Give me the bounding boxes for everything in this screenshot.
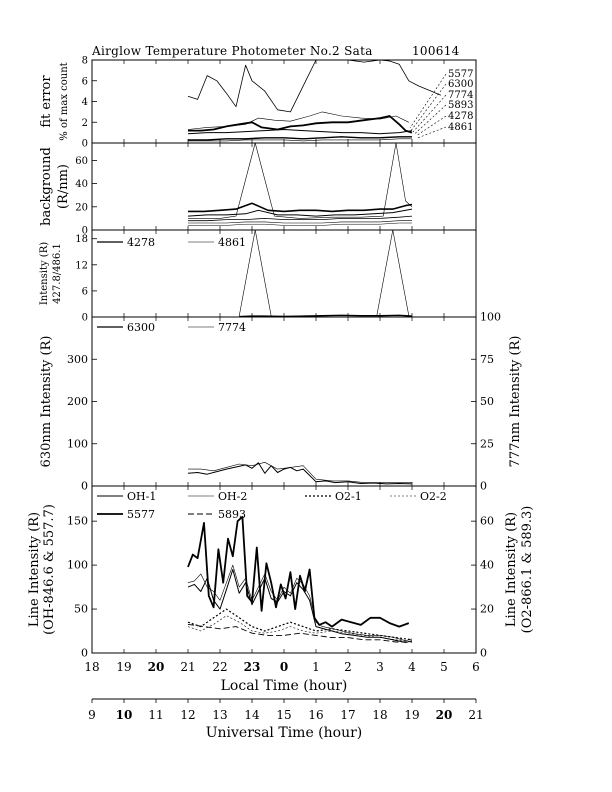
local-time-tick-label: 0 bbox=[279, 660, 289, 674]
y-axis-subtitle-p1: % of max count bbox=[59, 62, 70, 141]
legend-p5b-label-5577: 5577 bbox=[127, 508, 155, 521]
universal-time-tick-label: 12 bbox=[180, 708, 196, 722]
series-line-5577-p2 bbox=[188, 203, 412, 211]
universal-time-tick-label: 17 bbox=[340, 708, 356, 722]
y-tick-label-p5: 50 bbox=[74, 602, 88, 616]
local-time-tick-label: 22 bbox=[212, 660, 228, 674]
y-axis-title-p3: Intensity (R) bbox=[39, 241, 50, 306]
series-line-7774-p2 bbox=[188, 143, 412, 218]
local-time-axis-title: Local Time (hour) bbox=[220, 678, 348, 694]
local-time-tick-label: 6 bbox=[472, 660, 480, 674]
local-time-tick-label: 21 bbox=[180, 660, 196, 674]
y-right-axis-title-p4: 777nm Intensity (R) bbox=[508, 335, 523, 468]
y-axis-title-p5: Line Intensity (R) bbox=[27, 511, 42, 628]
legend-leader-6300 bbox=[412, 84, 447, 130]
legend-p5-label-oh-1: OH-1 bbox=[127, 490, 157, 503]
legend-leader-7774 bbox=[413, 95, 446, 132]
y-tick-label-p4: 200 bbox=[67, 395, 88, 408]
universal-time-tick-label: 9 bbox=[88, 708, 96, 722]
y-tick-label-p3: 12 bbox=[75, 260, 88, 272]
y-axis-subtitle-p3: 427.8/486.1 bbox=[52, 243, 63, 304]
figure-title: Airglow Temperature Photometer No.2 Sata bbox=[92, 44, 373, 58]
y-tick-label-p2: 0 bbox=[81, 225, 88, 237]
universal-time-tick-label: 16 bbox=[308, 708, 324, 722]
legend-label-6300: 6300 bbox=[448, 79, 474, 90]
y-axis-title-p2: background bbox=[39, 147, 54, 226]
universal-time-tick-label: 19 bbox=[404, 708, 420, 722]
universal-time-tick-label: 10 bbox=[115, 708, 133, 722]
y-axis-title-p4: 630nm Intensity (R) bbox=[39, 335, 54, 468]
y-tick-label-p5: 150 bbox=[67, 514, 88, 528]
universal-time-tick-label: 14 bbox=[244, 708, 260, 722]
legend-label-4861: 4861 bbox=[448, 122, 474, 133]
series-line-o2-2-p5 bbox=[188, 616, 412, 642]
legend-p5-label-o2-2: O2-2 bbox=[420, 490, 447, 503]
legend-p4-label-6300: 6300 bbox=[127, 321, 155, 334]
series-line-6300-p1 bbox=[188, 60, 441, 112]
y-right-axis-title-p5: Line Intensity (R) bbox=[504, 511, 519, 628]
y-right-tick-label-p4: 0 bbox=[480, 479, 487, 493]
y-tick-label-p1: 6 bbox=[81, 76, 88, 88]
y-tick-label-p3: 0 bbox=[81, 312, 88, 324]
legend-p5-label-oh-2: OH-2 bbox=[218, 490, 248, 503]
legend-p3-label-4861: 4861 bbox=[218, 236, 246, 249]
local-time-tick-label: 5 bbox=[440, 660, 448, 674]
y-right-tick-label-p4: 100 bbox=[480, 310, 501, 324]
local-time-tick-label: 23 bbox=[243, 660, 261, 674]
y-tick-label-p2: 40 bbox=[75, 179, 88, 191]
legend-p5b-label-5893: 5893 bbox=[218, 508, 246, 521]
y-tick-label-p1: 0 bbox=[81, 138, 88, 150]
series-line-5577-p5 bbox=[188, 517, 409, 627]
y-right-tick-label-p4: 25 bbox=[480, 437, 494, 451]
y-tick-label-p3: 6 bbox=[81, 286, 88, 298]
universal-time-tick-label: 21 bbox=[468, 708, 484, 722]
y-tick-label-p1: 2 bbox=[81, 117, 88, 129]
local-time-tick-label: 1 bbox=[312, 660, 320, 674]
series-line-5893-p5 bbox=[188, 624, 412, 642]
series-line-7774-p4 bbox=[188, 462, 412, 482]
panel-frame-4 bbox=[92, 317, 476, 486]
y-tick-label-p4: 0 bbox=[81, 479, 88, 493]
y-axis-title-p1: fit error bbox=[39, 75, 54, 128]
universal-time-tick-label: 18 bbox=[372, 708, 388, 722]
series-line-5893-p1 bbox=[188, 130, 412, 134]
series-line-4278-p2 bbox=[188, 221, 412, 223]
local-time-tick-label: 19 bbox=[116, 660, 132, 674]
y-tick-label-p5: 100 bbox=[67, 558, 88, 572]
legend-label-5893: 5893 bbox=[448, 100, 474, 111]
universal-time-tick-label: 20 bbox=[435, 708, 453, 722]
legend-p5-label-o2-1: O2-1 bbox=[335, 490, 362, 503]
y-tick-label-p3: 18 bbox=[75, 234, 88, 246]
y-right-axis-subtitle-p5: (O2-866.1 & 589.3) bbox=[520, 505, 535, 634]
y-right-tick-label-p5: 60 bbox=[480, 514, 494, 528]
y-axis-subtitle-p5: (OH-846.6 & 557.7) bbox=[42, 504, 57, 635]
series-line-7774-p1 bbox=[188, 112, 409, 130]
legend-label-5577: 5577 bbox=[448, 69, 474, 80]
y-right-tick-label-p5: 0 bbox=[480, 646, 487, 660]
y-right-tick-label-p4: 75 bbox=[480, 352, 494, 366]
y-tick-label-p1: 8 bbox=[81, 55, 88, 67]
universal-time-axis-title: Universal Time (hour) bbox=[205, 725, 363, 741]
y-tick-label-p2: 20 bbox=[75, 202, 88, 214]
y-right-tick-label-p4: 50 bbox=[480, 395, 494, 408]
y-axis-subtitle-p2: (R/nm) bbox=[56, 163, 71, 210]
y-tick-label-p1: 4 bbox=[81, 97, 88, 108]
local-time-tick-label: 4 bbox=[408, 660, 416, 674]
local-time-tick-label: 20 bbox=[147, 660, 165, 674]
local-time-tick-label: 3 bbox=[376, 660, 384, 674]
series-line-4861-p3 bbox=[239, 230, 409, 316]
y-right-tick-label-p5: 40 bbox=[480, 558, 494, 572]
y-tick-label-p5: 0 bbox=[81, 646, 88, 660]
legend-p4-label-7774: 7774 bbox=[218, 321, 246, 334]
series-line-4278-p1 bbox=[188, 137, 412, 140]
y-tick-label-p4: 300 bbox=[67, 352, 88, 366]
series-line-4861-p2 bbox=[188, 223, 412, 225]
legend-p3-label-4278: 4278 bbox=[127, 236, 155, 249]
local-time-tick-label: 18 bbox=[84, 660, 100, 674]
y-tick-label-p2: 60 bbox=[75, 155, 88, 167]
legend-label-7774: 7774 bbox=[448, 90, 474, 101]
universal-time-tick-label: 13 bbox=[212, 708, 228, 722]
universal-time-tick-label: 11 bbox=[148, 708, 164, 722]
y-right-tick-label-p5: 20 bbox=[480, 602, 494, 616]
universal-time-tick-label: 15 bbox=[276, 708, 292, 722]
legend-label-4278: 4278 bbox=[448, 111, 474, 122]
date-code: 100614 bbox=[412, 44, 460, 58]
y-tick-label-p4: 100 bbox=[67, 437, 88, 451]
local-time-tick-label: 2 bbox=[344, 660, 352, 674]
